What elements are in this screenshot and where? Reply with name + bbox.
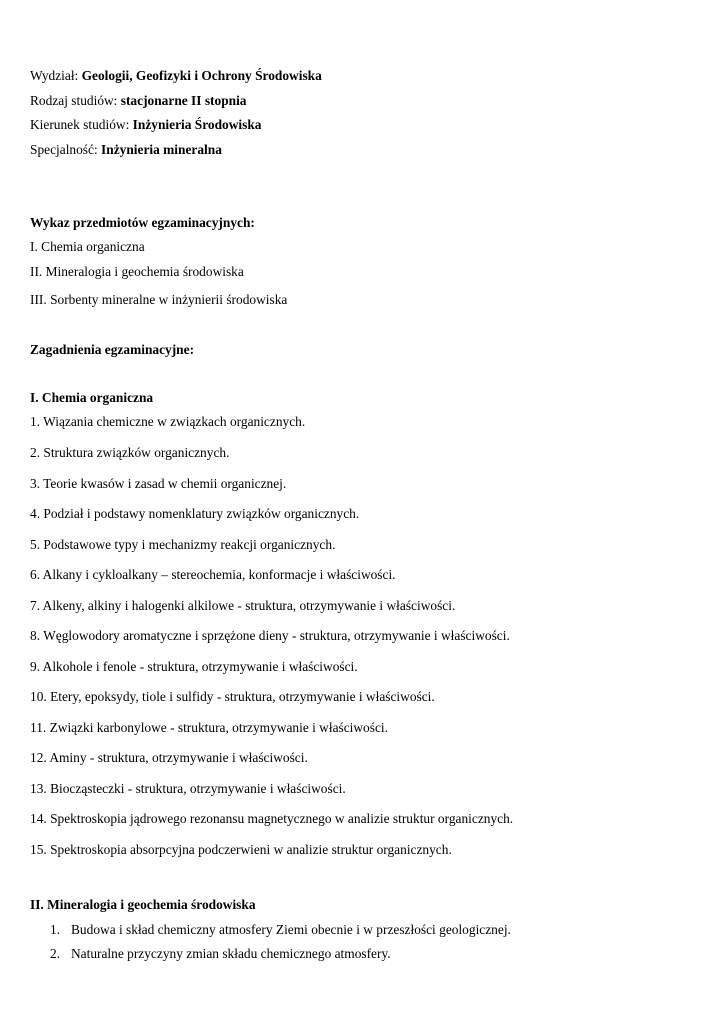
study-type-label: Rodzaj studiów: xyxy=(30,93,121,108)
section1-item: 9. Alkohole i fenole - struktura, otrzymywanie i właściwości. xyxy=(30,659,358,674)
item-number: 1. xyxy=(50,922,61,937)
section1-item: 10. Etery, epoksydy, tiole i sulfidy - struktura, otrzymywanie i właściwości. xyxy=(30,689,435,704)
section1-item: 15. Spektroskopia absorpcyjna podczerwieni w analizie struktur organicznych. xyxy=(30,842,452,857)
faculty-value: Geologii, Geofizyki i Ochrony Środowiska xyxy=(81,68,322,83)
section2-item xyxy=(50,922,511,938)
section1-item: 12. Aminy - struktura, otrzymywanie i właściwości. xyxy=(30,750,308,765)
section2-item xyxy=(50,946,391,962)
study-type-value: stacjonarne II stopnia xyxy=(120,93,247,108)
section1-item: 1. Wiązania chemiczne w związkach organicznych. xyxy=(30,414,306,429)
section1-item: 7. Alkeny, alkiny i halogenki alkilowe - struktura, otrzymywanie i właściwości. xyxy=(30,598,456,613)
specialty-line xyxy=(30,142,222,158)
section1-item: 14. Spektroskopia jądrowego rezonansu magnetycznego w analizie struktur organicznych. xyxy=(30,811,514,826)
section1-item: 3. Teorie kwasów i zasad w chemii organicznej. xyxy=(30,476,287,491)
section1-item: 8. Węglowodory aromatyczne i sprzężone dieny - struktura, otrzymywanie i właściwości. xyxy=(30,628,510,643)
subject-item: II. Mineralogia i geochemia środowiska xyxy=(30,264,244,279)
study-type-line xyxy=(30,93,247,109)
section1-item: 13. Biocząsteczki - struktura, otrzymywanie i właściwości. xyxy=(30,781,346,796)
item-text: Naturalne przyczyny zmian składu chemicznego atmosfery. xyxy=(71,946,391,961)
specialty-value: Inżynieria mineralna xyxy=(101,142,222,157)
item-number: 2. xyxy=(50,946,61,961)
subject-item: I. Chemia organiczna xyxy=(30,239,145,254)
specialty-label: Specjalność: xyxy=(30,142,102,157)
field-line xyxy=(30,117,262,133)
subject-item: III. Sorbenty mineralne w inżynierii środowiska xyxy=(30,292,288,307)
section1-item: 5. Podstawowe typy i mechanizmy reakcji organicznych. xyxy=(30,537,336,552)
section1-title: I. Chemia organiczna xyxy=(30,390,154,405)
subjects-title: Wykaz przedmiotów egzaminacyjnych: xyxy=(30,215,255,230)
faculty-label: Wydział: xyxy=(30,68,82,83)
item-text: Budowa i skład chemiczny atmosfery Ziemi obecnie i w przeszłości geologicznej. xyxy=(71,922,511,937)
section1-item: 11. Związki karbonylowe - struktura, otrzymywanie i właściwości. xyxy=(30,720,388,735)
issues-title: Zagadnienia egzaminacyjne: xyxy=(30,342,195,357)
field-value: Inżynieria Środowiska xyxy=(132,117,262,132)
section2-title: II. Mineralogia i geochemia środowiska xyxy=(30,897,256,912)
field-label: Kierunek studiów: xyxy=(30,117,133,132)
section1-item: 6. Alkany i cykloalkany – stereochemia, konformacje i właściwości. xyxy=(30,567,396,582)
faculty-line xyxy=(30,68,322,84)
section1-item: 4. Podział i podstawy nomenklatury związków organicznych. xyxy=(30,506,360,521)
section1-item: 2. Struktura związków organicznych. xyxy=(30,445,230,460)
